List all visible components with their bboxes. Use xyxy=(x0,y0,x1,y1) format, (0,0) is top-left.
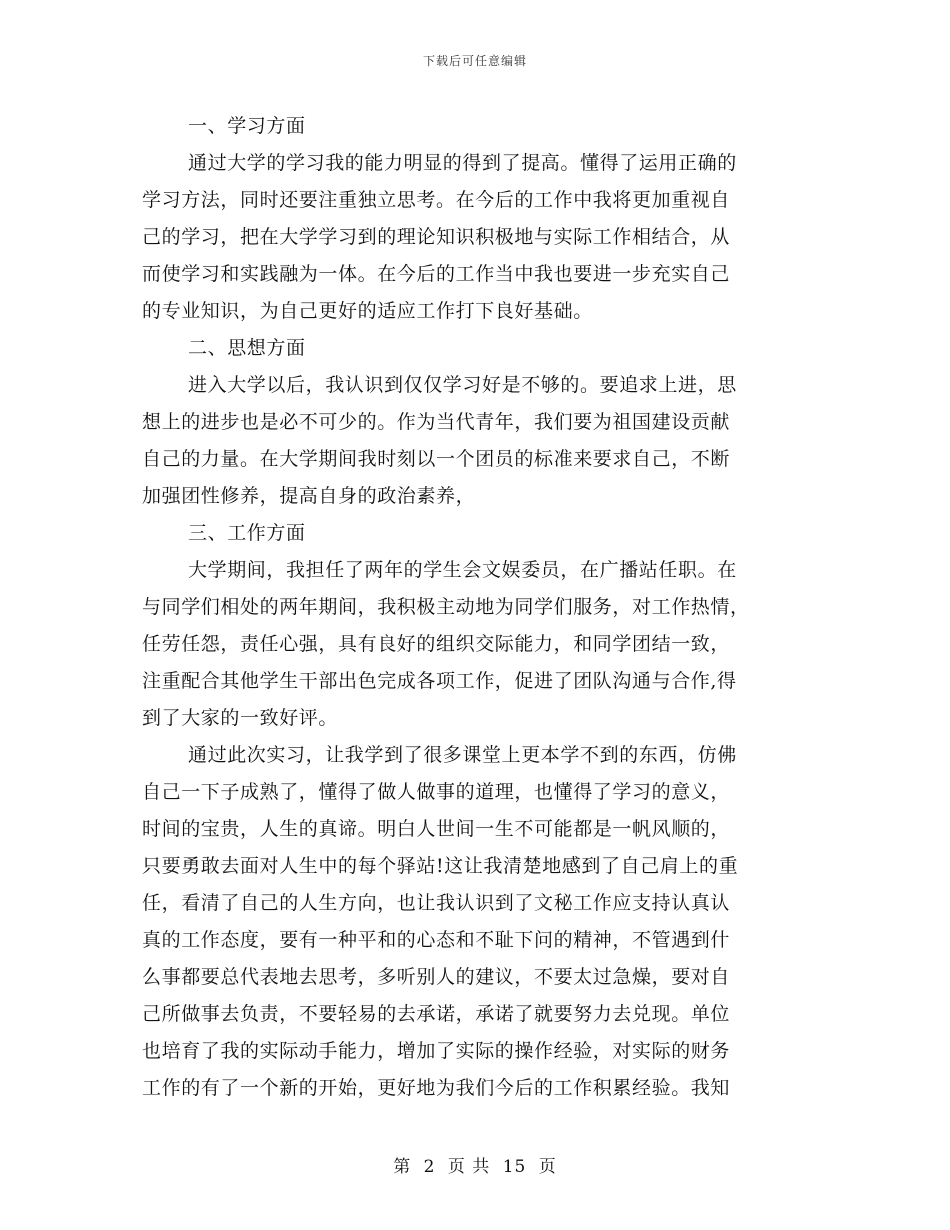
body-line: 通过此次实习，让我学到了很多课堂上更本学不到的东西，仿佛 xyxy=(188,744,737,766)
body-line: 只要勇敢去面对人生中的每个驿站!这让我清楚地感到了自己肩上的重 xyxy=(142,855,739,877)
body-line: 己所做事去负责，不要轻易的去承诺，承诺了就要努力去兑现。单位 xyxy=(142,1003,731,1025)
document-body xyxy=(142,108,802,1107)
body-line: 进入大学以后，我认识到仅仅学习好是不够的。要追求上进，思 xyxy=(188,374,737,396)
body-line: 么事都要总代表地去思考，多听别人的建议，不要太过急燥，要对自 xyxy=(142,966,731,988)
footer-suffix: 页 xyxy=(538,1157,557,1177)
footer-prefix: 第 xyxy=(393,1157,412,1177)
body-line: 的专业知识，为自己更好的适应工作打下良好基础。 xyxy=(142,300,593,322)
body-line: 任劳任怨，责任心强，具有良好的组织交际能力，和同学团结一致， xyxy=(142,633,731,655)
footer-page-number: 2 xyxy=(423,1157,436,1177)
body-line: 也培育了我的实际动手能力，增加了实际的操作经验，对实际的财务 xyxy=(142,1040,731,1062)
footer-middle: 页 共 xyxy=(447,1157,491,1177)
body-line: 与同学们相处的两年期间，我积极主动地为同学们服务，对工作热情， xyxy=(142,596,750,618)
body-line: 注重配合其他学生干部出色完成各项工作，促进了团队沟通与合作,得 xyxy=(142,670,737,692)
body-line: 二、思想方面 xyxy=(188,337,306,359)
body-line: 而使学习和实践融为一体。在今后的工作当中我也要进一步充实自己 xyxy=(142,263,731,285)
body-line: 自己的力量。在大学期间我时刻以一个团员的标准来要求自己，不断 xyxy=(142,448,731,470)
body-line: 加强团性修养，提高自身的政治素养， xyxy=(142,485,476,507)
body-line: 到了大家的一致好评。 xyxy=(142,707,339,729)
body-line: 任，看清了自己的人生方向，也让我认识到了文秘工作应支持认真认 xyxy=(142,892,731,914)
body-line: 时间的宝贵，人生的真谛。明白人世间一生不可能都是一帆风顺的， xyxy=(142,818,731,840)
body-line: 三、工作方面 xyxy=(188,522,306,544)
body-line: 想上的进步也是必不可少的。作为当代青年，我们要为祖国建设贡献 xyxy=(142,411,731,433)
body-line: 真的工作态度，要有一种平和的心态和不耻下问的精神，不管遇到什 xyxy=(142,929,731,951)
body-line: 一、学习方面 xyxy=(188,115,306,137)
body-line: 通过大学的学习我的能力明显的得到了提高。懂得了运用正确的 xyxy=(188,152,737,174)
body-line: 工作的有了一个新的开始，更好地为我们今后的工作积累经验。我知 xyxy=(142,1077,731,1099)
body-line: 大学期间，我担任了两年的学生会文娱委员，在广播站任职。在 xyxy=(188,559,737,581)
footer-total-pages: 15 xyxy=(502,1157,527,1177)
body-line: 己的学习，把在大学学习到的理论知识积极地与实际工作相结合，从 xyxy=(142,226,731,248)
body-line: 学习方法，同时还要注重独立思考。在今后的工作中我将更加重视自 xyxy=(142,189,731,211)
body-line: 自己一下子成熟了，懂得了做人做事的道理，也懂得了学习的意义， xyxy=(142,781,731,803)
header-note: 下载后可任意编辑 xyxy=(422,54,527,68)
page-footer xyxy=(0,1152,950,1177)
